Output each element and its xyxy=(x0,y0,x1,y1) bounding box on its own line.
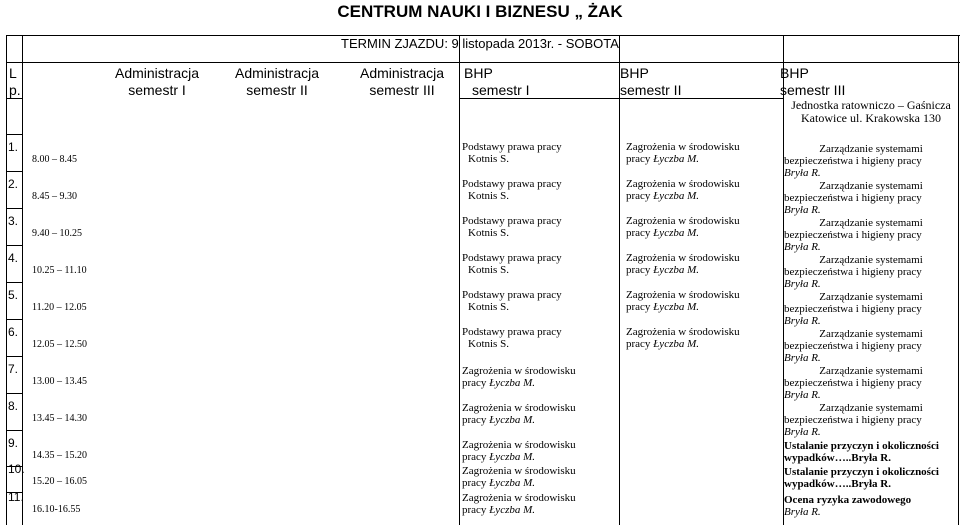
header-lp: L p. xyxy=(9,65,21,98)
header-admin-3: Administracja semestr III xyxy=(359,65,445,98)
row-time: 8.00 – 8.45 xyxy=(32,154,77,165)
row-number: 9. xyxy=(8,436,19,450)
schedule-table xyxy=(6,35,960,525)
bhp3-entry: Zarządzanie systemami bezpieczeństwa i higieny pracy Bryła R. xyxy=(784,217,923,253)
row-time: 8.45 – 9.30 xyxy=(32,191,77,202)
grid-line xyxy=(6,282,22,283)
bhp3-entry: Ustalanie przyczyn i okoliczności wypadków…..Bryła R. xyxy=(784,440,939,464)
row-number: 4. xyxy=(8,251,19,265)
bhp3-entry: Ocena ryzyka zawodowego Bryła R. xyxy=(784,494,912,518)
grid-line xyxy=(6,245,22,246)
bhp2-entry: Zagrożenia w środowisku pracy Łyczba M. xyxy=(626,215,740,239)
bhp1-entry: Zagrożenia w środowisku pracy Łyczba M. xyxy=(462,465,576,489)
location-note: Jednostka ratowniczo – Gaśnicza Katowice ul. Krakowska 130 xyxy=(791,98,951,125)
row-time: 11.20 – 12.05 xyxy=(32,302,87,313)
header-admin-2: Administracja semestr II xyxy=(234,65,320,98)
grid-line xyxy=(619,36,620,525)
header-bhp-1: BHP semestr I xyxy=(464,65,530,98)
bhp1-entry: Podstawy prawa pracy Kotnis S. xyxy=(462,215,562,239)
bhp1-entry: Zagrożenia w środowisku pracy Łyczba M. xyxy=(462,439,576,463)
bhp1-entry: Podstawy prawa pracy Kotnis S. xyxy=(462,178,562,202)
grid-line xyxy=(6,393,22,394)
grid-line xyxy=(459,36,460,525)
page-subtitle: TERMIN ZJAZDU: 9 listopada 2013r. - SOBOTA xyxy=(341,36,619,51)
bhp3-entry: Zarządzanie systemami bezpieczeństwa i higieny pracy Bryła R. xyxy=(784,291,923,327)
bhp3-entry: Zarządzanie systemami bezpieczeństwa i higieny pracy Bryła R. xyxy=(784,143,923,179)
row-number: 5. xyxy=(8,288,19,302)
bhp1-entry: Zagrożenia w środowisku pracy Łyczba M. xyxy=(462,402,576,426)
bhp3-entry: Zarządzanie systemami bezpieczeństwa i higieny pracy Bryła R. xyxy=(784,180,923,216)
grid-line xyxy=(22,36,23,525)
row-time: 9.40 – 10.25 xyxy=(32,228,82,239)
grid-line xyxy=(6,356,22,357)
bhp3-entry: Zarządzanie systemami bezpieczeństwa i higieny pracy Bryła R. xyxy=(784,402,923,438)
header-bhp-3: BHP semestr III xyxy=(780,65,846,98)
row-time: 13.45 – 14.30 xyxy=(32,413,87,424)
bhp2-entry: Zagrożenia w środowisku pracy Łyczba M. xyxy=(626,141,740,165)
grid-line xyxy=(6,208,22,209)
bhp3-entry: Zarządzanie systemami bezpieczeństwa i higieny pracy Bryła R. xyxy=(784,328,923,364)
bhp2-entry: Zagrożenia w środowisku pracy Łyczba M. xyxy=(626,178,740,202)
row-number: 6. xyxy=(8,325,19,339)
header-admin-1: Administracja semestr I xyxy=(114,65,200,98)
bhp3-entry: Zarządzanie systemami bezpieczeństwa i higieny pracy Bryła R. xyxy=(784,254,923,290)
header-bhp-2: BHP semestr II xyxy=(620,65,682,98)
bhp3-entry: Ustalanie przyczyn i okoliczności wypadków…..Bryła R. xyxy=(784,466,939,490)
row-time: 12.05 – 12.50 xyxy=(32,339,87,350)
row-time: 16.10-16.55 xyxy=(32,504,81,515)
row-number: 10. xyxy=(8,462,25,476)
grid-line xyxy=(6,36,7,525)
bhp2-entry: Zagrożenia w środowisku pracy Łyczba M. xyxy=(626,289,740,313)
row-number: 3. xyxy=(8,214,19,228)
grid-line xyxy=(6,62,960,63)
bhp1-entry: Zagrożenia w środowisku pracy Łyczba M. xyxy=(462,365,576,389)
row-time: 15.20 – 16.05 xyxy=(32,476,87,487)
bhp2-entry: Zagrożenia w środowisku pracy Łyczba M. xyxy=(626,326,740,350)
grid-line xyxy=(6,319,22,320)
bhp1-entry: Podstawy prawa pracy Kotnis S. xyxy=(462,289,562,313)
row-number: 2. xyxy=(8,177,19,191)
grid-line xyxy=(6,134,22,135)
grid-line xyxy=(6,171,22,172)
page-title: CENTRUM NAUKI I BIZNESU „ ŻAK xyxy=(337,2,623,21)
row-time: 10.25 – 11.10 xyxy=(32,265,87,276)
bhp2-entry: Zagrożenia w środowisku pracy Łyczba M. xyxy=(626,252,740,276)
bhp1-entry: Podstawy prawa pracy Kotnis S. xyxy=(462,252,562,276)
grid-line xyxy=(6,430,22,431)
row-number: 11. xyxy=(8,490,24,504)
row-number: 8. xyxy=(8,399,19,413)
bhp1-entry: Zagrożenia w środowisku pracy Łyczba M. xyxy=(462,492,576,516)
bhp1-entry: Podstawy prawa pracy Kotnis S. xyxy=(462,141,562,165)
bhp3-entry: Zarządzanie systemami bezpieczeństwa i higieny pracy Bryła R. xyxy=(784,365,923,401)
row-number: 7. xyxy=(8,362,19,376)
row-number: 1. xyxy=(8,140,19,154)
grid-line xyxy=(958,36,959,525)
bhp1-entry: Podstawy prawa pracy Kotnis S. xyxy=(462,326,562,350)
row-time: 13.00 – 13.45 xyxy=(32,376,87,387)
row-time: 14.35 – 15.20 xyxy=(32,450,87,461)
